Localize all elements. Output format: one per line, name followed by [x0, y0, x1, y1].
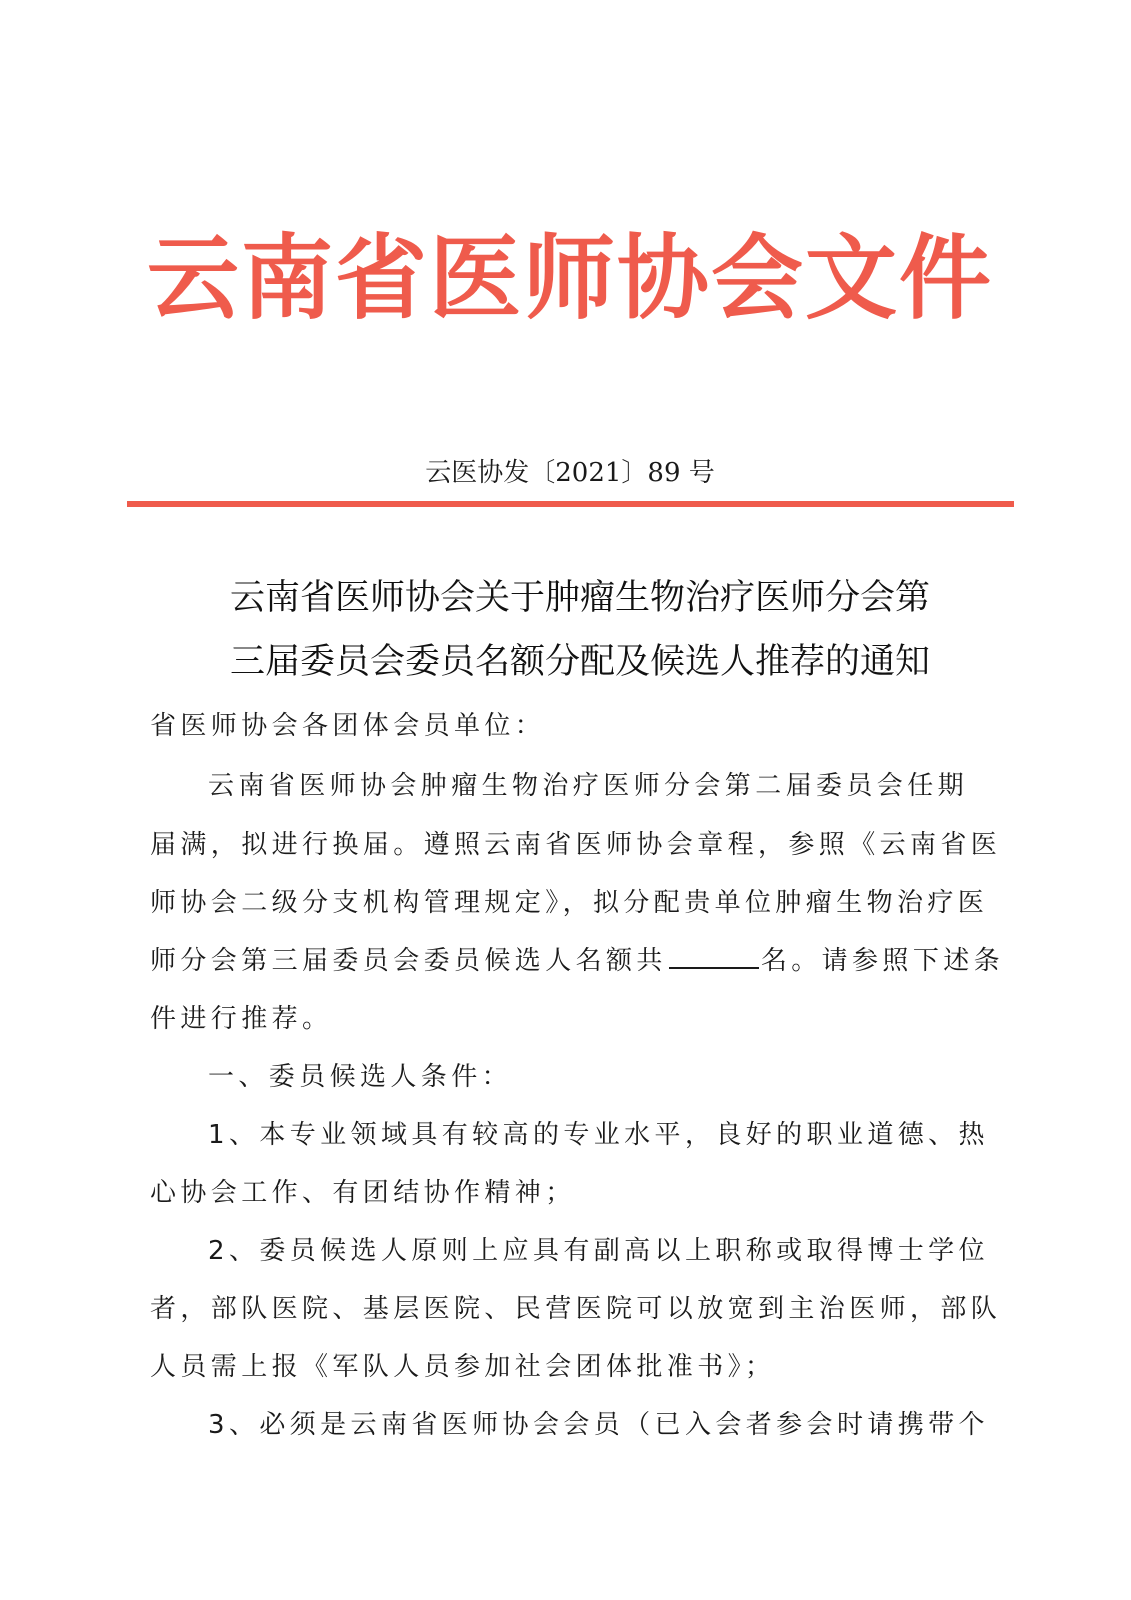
- item-2-line-2: 者，部队医院、基层医院、民营医院可以放宽到主治医师，部队: [150, 1294, 1002, 1324]
- paragraph-1-line-5: 件进行推荐。: [150, 1004, 333, 1034]
- item-2-line-3: 人员需上报《军队人员参加社会团体批准书》；: [150, 1352, 776, 1382]
- notice-title-line-1: 云南省医师协会关于肿瘤生物治疗医师分会第: [229, 578, 930, 618]
- paragraph-1-line-2: 届满，拟进行换届。遵照云南省医师协会章程，参照《云南省医: [150, 830, 1002, 860]
- notice-title: [150, 566, 1010, 694]
- paragraph-1-line-4-after: 名。请参照下述条: [760, 946, 1005, 976]
- paragraph-1-line-4-before: 师分会第三届委员会委员候选人名额共: [150, 946, 667, 976]
- document-number: 云医协发〔2021〕89 号: [425, 458, 715, 488]
- item-1-line-2: 心协会工作、有团结协作精神；: [150, 1178, 576, 1208]
- masthead-title: 云南省医师协会文件: [146, 224, 993, 332]
- item-3-line-1: 3、必须是云南省医师协会会员（已入会者参会时请携带个: [208, 1410, 989, 1440]
- item-1-line-1: 1、本专业领域具有较高的专业水平，良好的职业道德、热: [208, 1120, 989, 1150]
- section-1-heading: 一、委员候选人条件：: [208, 1062, 513, 1092]
- paragraph-1-line-1: 云南省医师协会肿瘤生物治疗医师分会第二届委员会任期: [208, 771, 969, 801]
- quota-blank-field: [669, 947, 759, 969]
- notice-title-line-2: 三届委员会委员名额分配及候选人推荐的通知: [229, 642, 930, 682]
- paragraph-1-line-4: [150, 940, 1004, 977]
- red-divider-rule: [127, 501, 1014, 507]
- item-2-line-1: 2、委员候选人原则上应具有副高以上职称或取得博士学位: [208, 1236, 989, 1266]
- salutation: 省医师协会各团体会员单位：: [150, 711, 546, 741]
- paragraph-1-line-3: 师协会二级分支机构管理规定》，拟分配贵单位肿瘤生物治疗医: [150, 888, 989, 918]
